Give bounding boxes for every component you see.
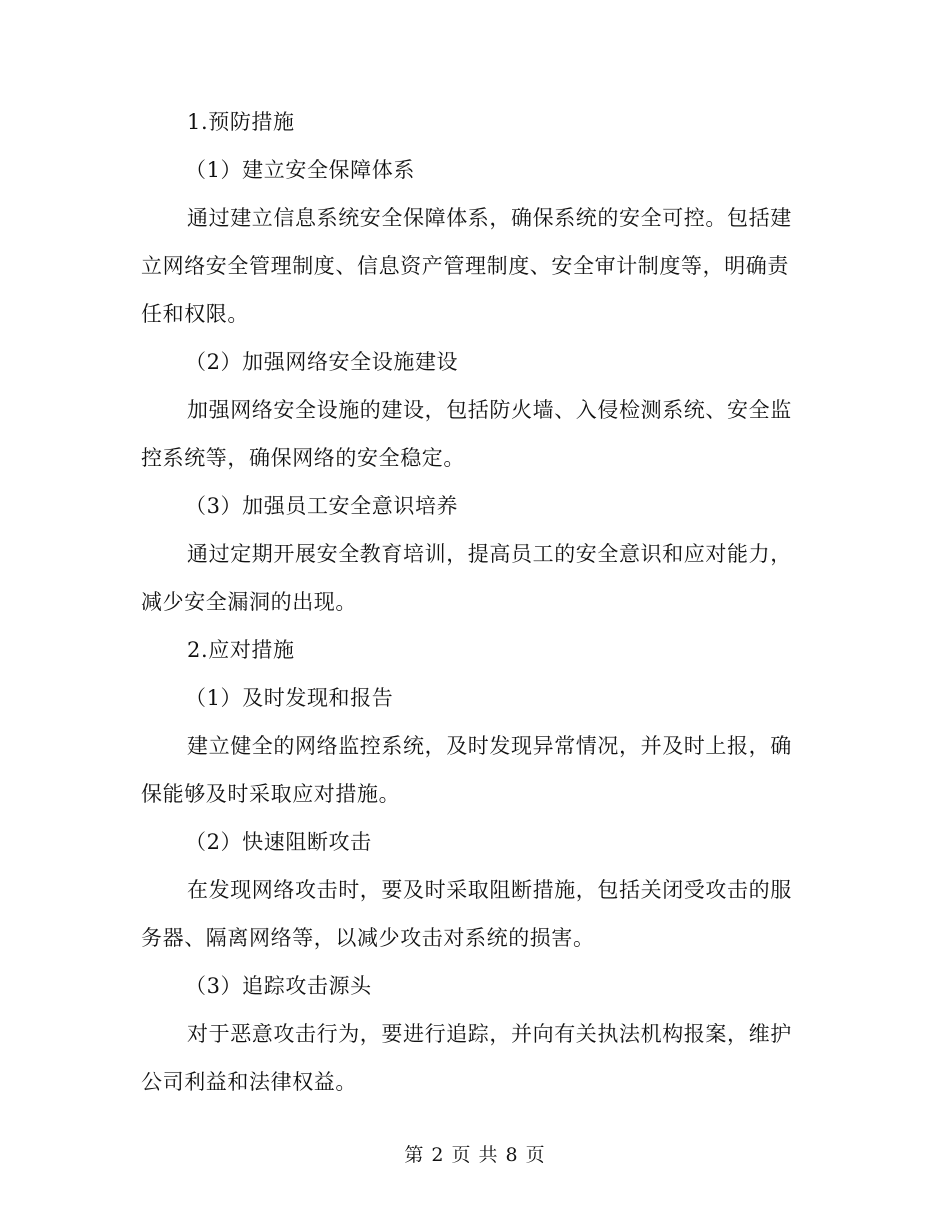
subsection-heading: （2）快速阻断攻击: [185, 830, 372, 854]
paragraph-line: 通过建立信息系统安全保障体系，确保系统的安全可控。包括建: [187, 206, 792, 230]
subsection-heading: （3）追踪攻击源头: [185, 974, 372, 998]
section-heading: 2.应对措施: [187, 638, 295, 662]
subsection-heading: （1）及时发现和报告: [185, 686, 394, 710]
paragraph-line: 通过定期开展安全教育培训，提高员工的安全意识和应对能力，: [187, 542, 792, 566]
page-footer: 第 2 页 共 8 页: [404, 1144, 546, 1166]
paragraph-line: 控系统等，确保网络的安全稳定。: [141, 446, 465, 470]
paragraph-line: 务器、隔离网络等，以减少攻击对系统的损害。: [141, 926, 595, 950]
subsection-heading: （2）加强网络安全设施建设: [185, 350, 459, 374]
paragraph-line: 立网络安全管理制度、信息资产管理制度、安全审计制度等，明确责: [141, 254, 789, 278]
paragraph-line: 减少安全漏洞的出现。: [141, 590, 357, 614]
document-body: [141, 98, 809, 1106]
paragraph-line: 保能够及时采取应对措施。: [141, 782, 401, 806]
paragraph-line: 在发现网络攻击时，要及时采取阻断措施，包括关闭受攻击的服: [187, 878, 792, 902]
paragraph-line: 任和权限。: [141, 302, 249, 326]
paragraph-line: 公司利益和法律权益。: [141, 1070, 357, 1094]
paragraph-line: 对于恶意攻击行为，要进行追踪，并向有关执法机构报案，维护: [187, 1022, 792, 1046]
subsection-heading: （3）加强员工安全意识培养: [185, 494, 459, 518]
subsection-heading: （1）建立安全保障体系: [185, 158, 415, 182]
section-heading: 1.预防措施: [187, 110, 295, 134]
paragraph-line: 建立健全的网络监控系统，及时发现异常情况，并及时上报，确: [187, 734, 792, 758]
paragraph-line: 加强网络安全设施的建设，包括防火墙、入侵检测系统、安全监: [187, 398, 792, 422]
